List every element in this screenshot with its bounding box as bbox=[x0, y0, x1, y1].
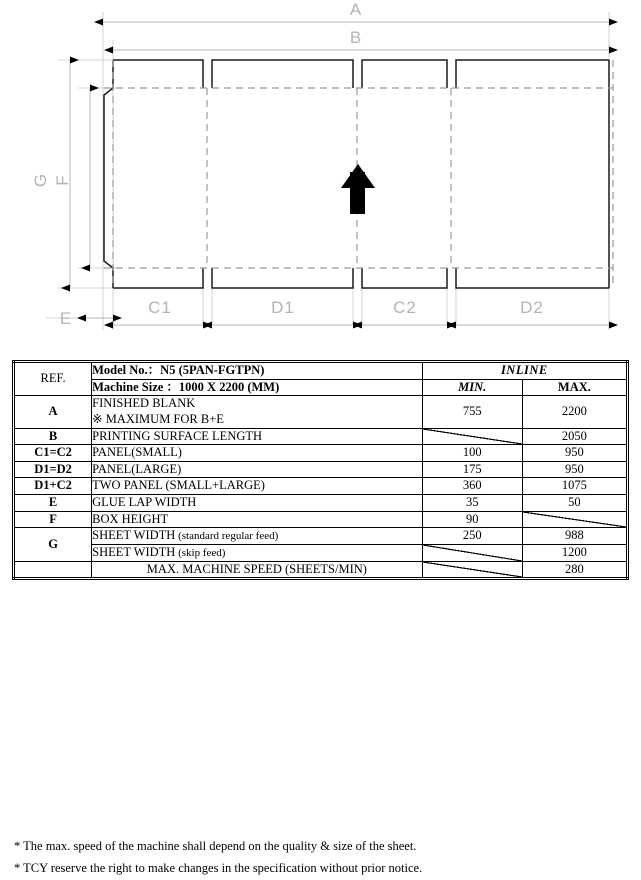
header-min: MIN. bbox=[422, 379, 522, 396]
row-description: PANEL(SMALL) bbox=[92, 445, 423, 462]
row-max-value: 950 bbox=[522, 461, 627, 478]
row-description-main: SHEET WIDTH bbox=[92, 545, 176, 559]
table-row bbox=[14, 495, 628, 512]
row-description-main: SHEET WIDTH bbox=[92, 528, 176, 543]
row-description bbox=[92, 545, 423, 562]
row-max-value: 2200 bbox=[522, 396, 627, 428]
machine-speed-description: MAX. MACHINE SPEED (SHEETS/MIN) bbox=[92, 561, 423, 579]
row-description-note: (standard regular feed) bbox=[175, 530, 279, 543]
row-max-value: 1200 bbox=[522, 545, 627, 562]
dimension-label-b: B bbox=[349, 28, 363, 47]
header-max: MAX. bbox=[522, 379, 627, 396]
dimension-g bbox=[31, 60, 70, 288]
row-max-value: 988 bbox=[522, 528, 627, 545]
row-max-value: 50 bbox=[522, 495, 627, 512]
table-header-row-model bbox=[14, 362, 628, 380]
row-ref: A bbox=[14, 396, 92, 428]
row-ref: E bbox=[14, 495, 92, 512]
row-min-value: 755 bbox=[422, 396, 522, 428]
table-row bbox=[14, 396, 628, 428]
row-max-value-na bbox=[522, 511, 627, 528]
header-inline: INLINE bbox=[422, 362, 627, 380]
row-description: BOX HEIGHT bbox=[92, 511, 423, 528]
row-min-value: 100 bbox=[422, 445, 522, 462]
row-description-note: (skip feed) bbox=[175, 547, 226, 559]
row-ref-empty bbox=[14, 561, 92, 579]
row-min-value-na bbox=[422, 428, 522, 445]
row-min-value: 175 bbox=[422, 461, 522, 478]
footnote-speed-disclaimer: * The max. speed of the machine shall depend on the quality & size of the sheet. bbox=[14, 839, 417, 853]
row-description bbox=[92, 528, 423, 545]
table-row bbox=[14, 528, 628, 545]
row-ref: C1=C2 bbox=[14, 445, 92, 462]
row-description: GLUE LAP WIDTH bbox=[92, 495, 423, 512]
row-max-value: 1075 bbox=[522, 478, 627, 495]
dimension-label-d1: D1 bbox=[271, 298, 295, 317]
dimension-label-c1: C1 bbox=[148, 298, 172, 317]
row-description bbox=[92, 396, 423, 428]
dimension-f bbox=[53, 88, 90, 268]
specification-table bbox=[12, 360, 629, 580]
dimension-label-c2: C2 bbox=[393, 298, 417, 317]
row-description-line1: FINISHED BLANK bbox=[92, 396, 196, 411]
row-ref-g: G bbox=[14, 528, 92, 562]
row-min-value-na bbox=[422, 545, 522, 562]
dimension-label-d2: D2 bbox=[520, 298, 544, 317]
dimension-b bbox=[113, 28, 609, 50]
row-description-line2: ※ MAXIMUM FOR B+E bbox=[92, 411, 224, 426]
table-row bbox=[14, 545, 628, 562]
row-description: PRINTING SURFACE LENGTH bbox=[92, 428, 423, 445]
table-row bbox=[14, 511, 628, 528]
table-row bbox=[14, 461, 628, 478]
row-ref: B bbox=[14, 428, 92, 445]
dimension-a bbox=[103, 0, 609, 22]
table-row bbox=[14, 478, 628, 495]
dimension-label-e: E bbox=[59, 309, 73, 328]
row-min-value: 360 bbox=[422, 478, 522, 495]
drawing-canvas bbox=[0, 0, 641, 348]
footnote-change-disclaimer: * TCY reserve the right to make changes in the specification without prior notice. bbox=[14, 860, 423, 875]
feed-direction-arrow-icon bbox=[341, 164, 375, 214]
dimension-label-a: A bbox=[349, 0, 363, 19]
dimension-e bbox=[60, 309, 113, 328]
row-ref: F bbox=[14, 511, 92, 528]
row-ref: D1+C2 bbox=[14, 478, 92, 495]
table-header-row-machine-size bbox=[14, 379, 628, 396]
dimension-label-g: G bbox=[31, 172, 50, 188]
footnotes-section bbox=[14, 836, 624, 880]
row-ref: D1=D2 bbox=[14, 461, 92, 478]
header-machine-size: Machine Size ：1000 X 2200 (MM) bbox=[92, 379, 423, 396]
header-model-no: Model No.：N5 (5PAN-FGTPN) bbox=[92, 362, 423, 380]
dimension-label-f: F bbox=[53, 174, 72, 186]
table-row bbox=[14, 445, 628, 462]
table-row-machine-speed bbox=[14, 561, 628, 579]
machine-speed-max-value: 280 bbox=[522, 561, 627, 579]
row-min-value: 250 bbox=[422, 528, 522, 545]
table-row bbox=[14, 428, 628, 445]
panel-dimensions bbox=[113, 298, 609, 325]
machine-speed-min-na bbox=[422, 561, 522, 579]
header-ref: REF. bbox=[14, 362, 92, 396]
row-description: TWO PANEL (SMALL+LARGE) bbox=[92, 478, 423, 495]
row-description: PANEL(LARGE) bbox=[92, 461, 423, 478]
row-max-value: 950 bbox=[522, 445, 627, 462]
row-min-value: 90 bbox=[422, 511, 522, 528]
blank-layout-drawing bbox=[0, 0, 641, 348]
row-max-value: 2050 bbox=[522, 428, 627, 445]
row-min-value: 35 bbox=[422, 495, 522, 512]
specification-table-container bbox=[12, 360, 629, 580]
